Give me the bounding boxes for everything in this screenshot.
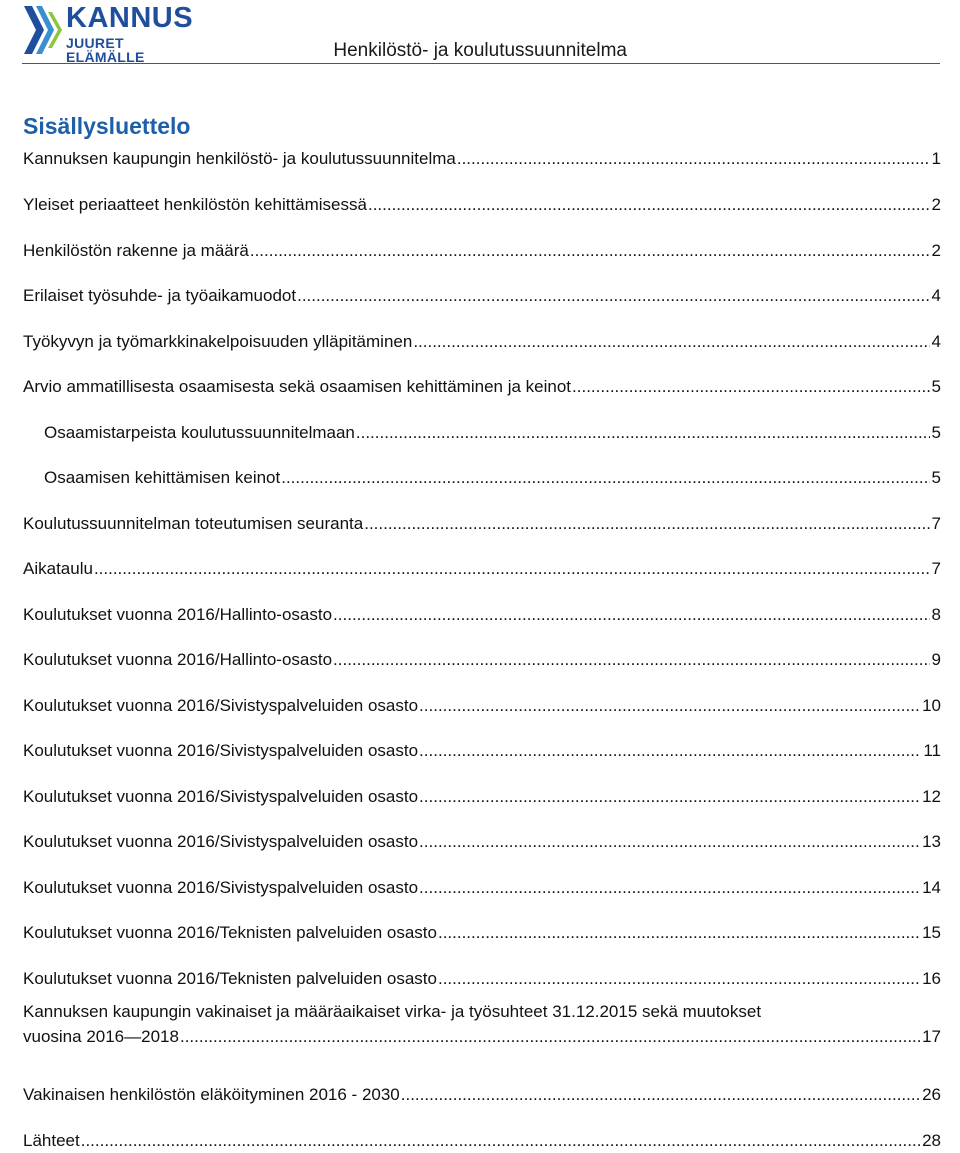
toc-entry-title: Koulutukset vuonna 2016/Hallinto-osasto <box>23 650 333 669</box>
toc-dot-leader <box>419 829 920 854</box>
toc-entry-title: Henkilöstön rakenne ja määrä <box>23 241 249 260</box>
kannus-logo-mark-icon <box>22 4 66 56</box>
toc-dot-leader <box>419 693 920 718</box>
toc-entry-title: Kannuksen kaupungin henkilöstö- ja koulutussuunnitelma <box>23 149 456 168</box>
toc-dot-leader <box>401 1082 920 1107</box>
header-divider <box>22 63 940 64</box>
toc-entry[interactable] <box>23 966 941 991</box>
toc-entry[interactable] <box>23 693 941 718</box>
toc-dot-leader <box>368 192 930 217</box>
toc-entry-title: Yleiset periaatteet henkilöstön kehittämisessä <box>23 195 367 214</box>
toc-entry[interactable] <box>23 420 941 445</box>
toc-page-number: 9 <box>931 650 941 669</box>
toc-entry-title: Koulutukset vuonna 2016/Sivistyspalveluiden osasto <box>23 696 419 715</box>
toc-entry-title: Koulutukset vuonna 2016/Sivistyspalveluiden osasto <box>23 832 419 851</box>
toc-entry[interactable] <box>23 556 941 581</box>
toc-entry-title: Koulutukset vuonna 2016/Teknisten palveluiden osasto <box>23 969 437 988</box>
toc-entry-title: Vakinaisen henkilöstön eläköityminen 2016 - 2030 <box>23 1085 400 1104</box>
toc-entry[interactable] <box>23 829 941 854</box>
toc-entry[interactable] <box>23 738 941 763</box>
toc-dot-leader <box>419 784 920 809</box>
toc-entry[interactable] <box>23 1128 941 1153</box>
toc-dot-leader <box>364 511 929 536</box>
toc-entry[interactable] <box>23 329 941 354</box>
toc-entry[interactable] <box>23 465 941 490</box>
toc-entry[interactable] <box>23 875 941 900</box>
toc-page-number: 5 <box>931 468 941 487</box>
toc-dot-leader <box>356 420 930 445</box>
toc-dot-leader <box>180 1024 920 1049</box>
toc-entry[interactable] <box>23 920 941 945</box>
toc-entry-title: vuosina 2016—2018 <box>23 1027 179 1046</box>
toc-page-number: 5 <box>931 377 941 396</box>
toc-page-number: 1 <box>931 149 941 168</box>
toc-page-number: 11 <box>923 741 941 760</box>
toc-page-number: 14 <box>922 878 941 897</box>
toc-entry[interactable] <box>23 784 941 809</box>
logo-wordmark <box>66 4 202 64</box>
toc-page-number: 17 <box>922 1027 941 1046</box>
toc-page-number: 16 <box>922 969 941 988</box>
toc-page-number: 8 <box>931 605 941 624</box>
toc-page-number: 26 <box>922 1085 941 1104</box>
toc-dot-leader <box>281 465 929 490</box>
toc-entry-title: Koulutukset vuonna 2016/Teknisten palveluiden osasto <box>23 923 437 942</box>
toc-entry-title: Koulutukset vuonna 2016/Sivistyspalveluiden osasto <box>23 878 419 897</box>
page-header <box>0 0 960 66</box>
toc-dot-leader <box>572 374 930 399</box>
toc-dot-leader <box>333 602 929 627</box>
toc-entry-title: Osaamisen kehittämisen keinot <box>44 468 281 487</box>
kannus-logo <box>22 2 202 65</box>
toc-dot-leader <box>438 920 920 945</box>
toc-page-number: 4 <box>931 286 941 305</box>
toc-dot-leader <box>333 647 929 672</box>
toc-dot-leader <box>250 238 930 263</box>
logo-tagline: JUURET ELÄMÄLLE <box>66 35 145 65</box>
toc-entry[interactable] <box>23 999 941 1049</box>
toc-entry-title: Arvio ammatillisesta osaamisesta sekä osaamisen kehittäminen ja keinot <box>23 377 572 396</box>
toc-page-number: 7 <box>931 514 941 533</box>
toc-entry-title: Aikataulu <box>23 559 93 578</box>
toc-heading: Sisällysluettelo <box>23 113 191 139</box>
toc-entry-title: Koulutukset vuonna 2016/Sivistyspalveluiden osasto <box>23 741 419 760</box>
toc-entry-title: Koulutussuunnitelman toteutumisen seuranta <box>23 514 364 533</box>
toc-entry[interactable] <box>23 238 941 263</box>
toc-entry[interactable] <box>23 511 941 536</box>
toc-page-number: 12 <box>922 787 941 806</box>
toc-page-number: 4 <box>931 332 941 351</box>
toc-page-number: 28 <box>922 1131 941 1150</box>
toc-page-number: 2 <box>931 241 941 260</box>
toc-entry-title: Erilaiset työsuhde- ja työaikamuodot <box>23 286 297 305</box>
toc-dot-leader <box>413 329 929 354</box>
toc-page-number: 10 <box>922 696 941 715</box>
logo-name: KANNUS <box>66 2 194 34</box>
toc-dot-leader <box>94 556 930 581</box>
toc-entry-title: Lähteet <box>23 1131 80 1150</box>
toc-entry-title: Koulutukset vuonna 2016/Hallinto-osasto <box>23 605 333 624</box>
toc-entry[interactable] <box>23 647 941 672</box>
toc-page-number: 15 <box>922 923 941 942</box>
toc-page-number: 7 <box>931 559 941 578</box>
toc-entry[interactable] <box>23 192 941 217</box>
toc-dot-leader <box>419 738 921 763</box>
toc-entry-title-line1: Kannuksen kaupungin vakinaiset ja määräaikaiset virka- ja työsuhteet 31.12.2015 sekä muutokset <box>23 1002 762 1021</box>
toc-entry[interactable] <box>23 1082 941 1107</box>
toc-page-number: 5 <box>931 423 941 442</box>
toc-page-number: 2 <box>931 195 941 214</box>
toc-entry[interactable] <box>23 283 941 308</box>
toc-dot-leader <box>81 1128 920 1153</box>
toc-dot-leader <box>457 146 930 171</box>
toc-entry[interactable] <box>23 602 941 627</box>
toc-dot-leader <box>438 966 920 991</box>
toc-entry-title: Koulutukset vuonna 2016/Sivistyspalveluiden osasto <box>23 787 419 806</box>
toc-dot-leader <box>297 283 929 308</box>
toc-entry[interactable] <box>23 146 941 171</box>
toc-entry-title: Työkyvyn ja työmarkkinakelpoisuuden ylläpitäminen <box>23 332 413 351</box>
toc-entry[interactable] <box>23 374 941 399</box>
toc-entry-title: Osaamistarpeista koulutussuunnitelmaan <box>44 423 355 442</box>
toc-dot-leader <box>419 875 920 900</box>
document-title: Henkilöstö- ja koulutussuunnitelma <box>333 40 627 61</box>
toc-page-number: 13 <box>922 832 941 851</box>
